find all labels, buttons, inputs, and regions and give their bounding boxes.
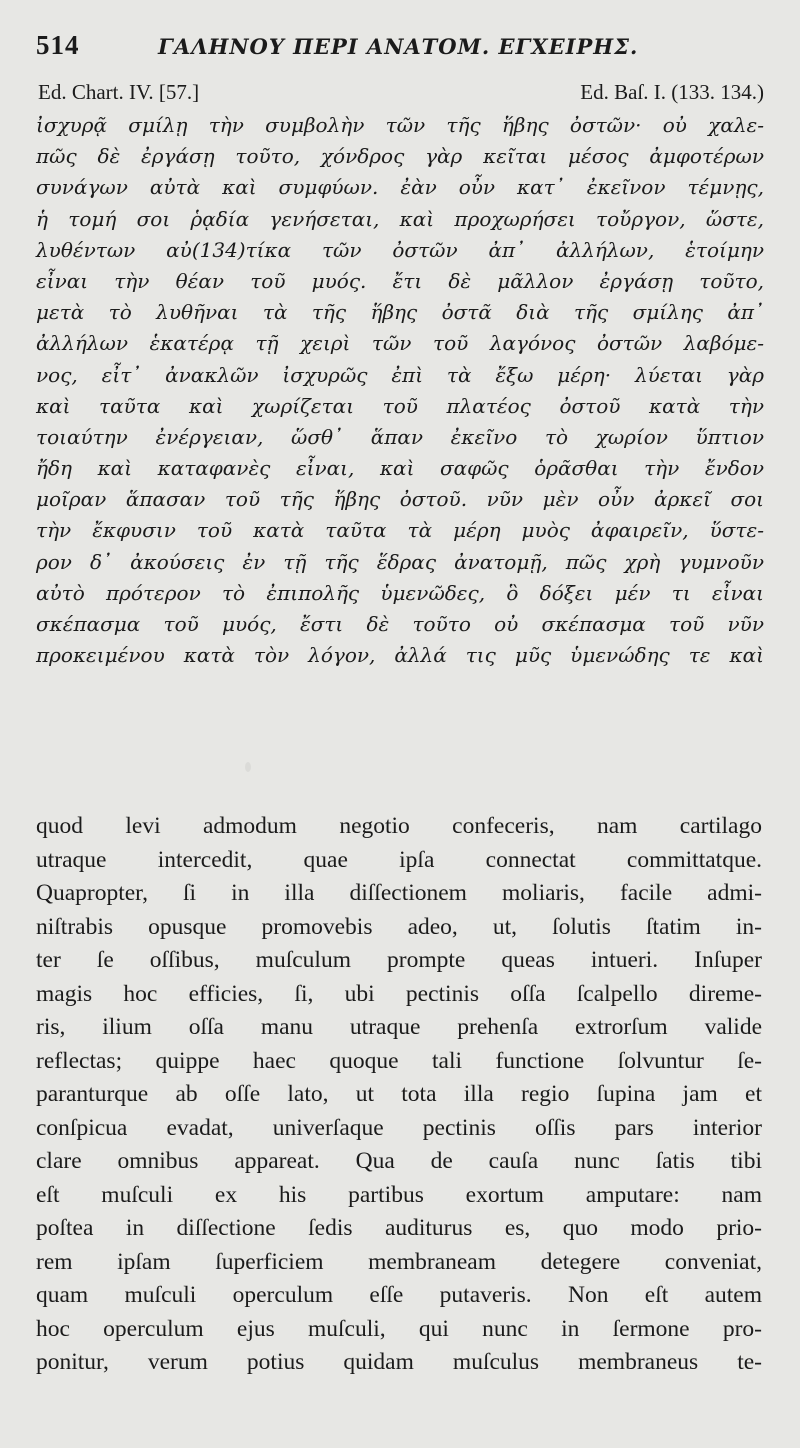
latin-text-line: rem ipſam ſuperficiem membraneam detegere conveniat,	[36, 1248, 762, 1275]
latin-text-line: eſt muſculi ex his partibus exortum amputare: nam	[36, 1181, 762, 1208]
latin-text-line: quam muſculi operculum eſſe putaveris. Non eſt autem	[36, 1282, 762, 1308]
running-title: ΓΑΛΗΝΟΥ ΠΕΡΙ ΑΝΑΤΟΜ. ΕΓΧΕΙΡΗΣ.	[158, 34, 639, 59]
greek-text-line: ἤδη καὶ καταφανὲς εἶναι, καὶ σαφῶς ὁρᾶσθαι τὴν ἔνδον	[36, 456, 764, 481]
latin-text-line: poſtea in diſſectione ſedis auditurus es, quo modo prio-	[36, 1215, 762, 1241]
latin-text-line: conſpicua evadat, univerſaque pectinis oſſis pars interior	[36, 1114, 762, 1141]
greek-text-line: νος, εἶτ᾽ ἀνακλῶν ἰσχυρῶς ἐπὶ τὰ ἔξω μέρη· λύεται γὰρ	[36, 362, 764, 387]
greek-text-line: τοιαύτην ἐνέργειαν, ὥσθ᾽ ἅπαν ἐκεῖνο τὸ χωρίον ὕπτιον	[36, 424, 764, 449]
greek-text-line: λυθέντων αὐ(134)τίκα τῶν ὀστῶν ἀπ᾽ ἀλλήλων, ἑτοίμην	[36, 237, 764, 262]
greek-text-line: καὶ ταῦτα καὶ χωρίζεται τοῦ πλατέος ὀστοῦ κατὰ τὴν	[36, 393, 764, 418]
greek-text-line: προκειμένου κατὰ τὸν λόγον, ἀλλά τις μῦς ὑμενώδης τε καὶ	[36, 643, 764, 668]
latin-text-line: ponitur, verum potius quidam muſculus membraneus te-	[36, 1349, 762, 1375]
greek-text-line: μετὰ τὸ λυθῆναι τὰ τῆς ἥβης ὀστᾶ διὰ τῆς σμίλης ἀπ᾽	[36, 300, 764, 325]
latin-text-line: ter ſe oſſibus, muſculum prompte queas intueri. Inſuper	[36, 947, 762, 973]
greek-text-line: ἀλλήλων ἑκατέρᾳ τῇ χειρὶ τῶν τοῦ λαγόνος ὀστῶν λαβόμε-	[36, 331, 764, 356]
edition-basel-reference: Ed. Baſ. I. (133. 134.)	[580, 80, 764, 104]
greek-text-line: ρον δ᾽ ἀκούσεις ἐν τῇ τῆς ἕδρας ἀνατομῇ, πῶς χρὴ γυμνοῦν	[36, 549, 764, 574]
greek-text-block	[36, 110, 764, 671]
latin-text-line: reflectas; quippe haec quoque tali functione ſolvuntur ſe-	[36, 1047, 762, 1074]
latin-text-line: ris, ilium oſſa manu utraque prehenſa extrorſum valide	[36, 1014, 762, 1040]
running-head	[36, 30, 764, 64]
latin-text-line: utraque intercedit, quae ipſa connectat committatque.	[36, 846, 762, 873]
greek-text-line: συνάγων αὐτὰ καὶ συμφύων. ἐὰν οὖν κατ᾽ ἐκεῖνον τέμνῃς,	[36, 175, 764, 200]
latin-translation-block	[36, 810, 762, 1380]
latin-text-line: clare omnibus appareat. Qua de cauſa nunc ſatis tibi	[36, 1148, 762, 1174]
greek-text-line: σκέπασμα τοῦ μυός, ἔστι δὲ τοῦτο οὐ σκέπασμα τοῦ νῦν	[36, 612, 764, 636]
latin-text-line: niſtrabis opusque promovebis adeo, ut, ſolutis ſtatim in-	[36, 913, 762, 940]
paper-smudge	[245, 762, 251, 772]
latin-text-line: hoc operculum ejus muſculi, qui nunc in ſermone pro-	[36, 1315, 762, 1342]
latin-text-line: magis hoc efficies, ſi, ubi pectinis oſſa ſcalpello direme-	[36, 980, 762, 1007]
latin-text-line: Quapropter, ſi in illa diſſectionem moliaris, facile admi-	[36, 880, 762, 906]
latin-text-line: quod levi admodum negotio confeceris, nam cartilago	[36, 813, 762, 839]
page-number: 514	[36, 30, 80, 60]
greek-text-line: εἶναι τὴν θέαν τοῦ μυός. ἔτι δὲ μᾶλλον ἐργάσῃ τοῦτο,	[36, 268, 764, 293]
edition-chartier-reference: Ed. Chart. IV. [57.]	[38, 80, 200, 104]
greek-text-line: μοῖραν ἅπασαν τοῦ τῆς ἥβης ὀστοῦ. νῦν μὲν οὖν ἀρκεῖ σοι	[36, 487, 764, 512]
greek-text-line: αὐτὸ πρότερον τὸ ἐπιπολῆς ὑμενῶδες, ὃ δόξει μέν τι εἶναι	[36, 580, 764, 605]
greek-text-line: πῶς δὲ ἐργάσῃ τοῦτο, χόνδρος γὰρ κεῖται μέσος ἀμφοτέρων	[36, 144, 764, 169]
greek-text-line: ἡ τομή σοι ῥᾳδία γενήσεται, καὶ προχωρήσει τοὔργον, ὥστε,	[36, 206, 764, 231]
greek-text-line: τὴν ἔκφυσιν τοῦ κατὰ ταῦτα τὰ μέρη μυὸς ἀφαιρεῖν, ὕστε-	[36, 518, 764, 543]
latin-text-line: paranturque ab oſſe lato, ut tota illa regio ſupina jam et	[36, 1081, 762, 1107]
greek-text-line: ἰσχυρᾷ σμίλῃ τὴν συμβολὴν τῶν τῆς ἥβης ὀστῶν· οὐ χαλε-	[36, 113, 764, 137]
edition-reference-line	[38, 80, 764, 106]
